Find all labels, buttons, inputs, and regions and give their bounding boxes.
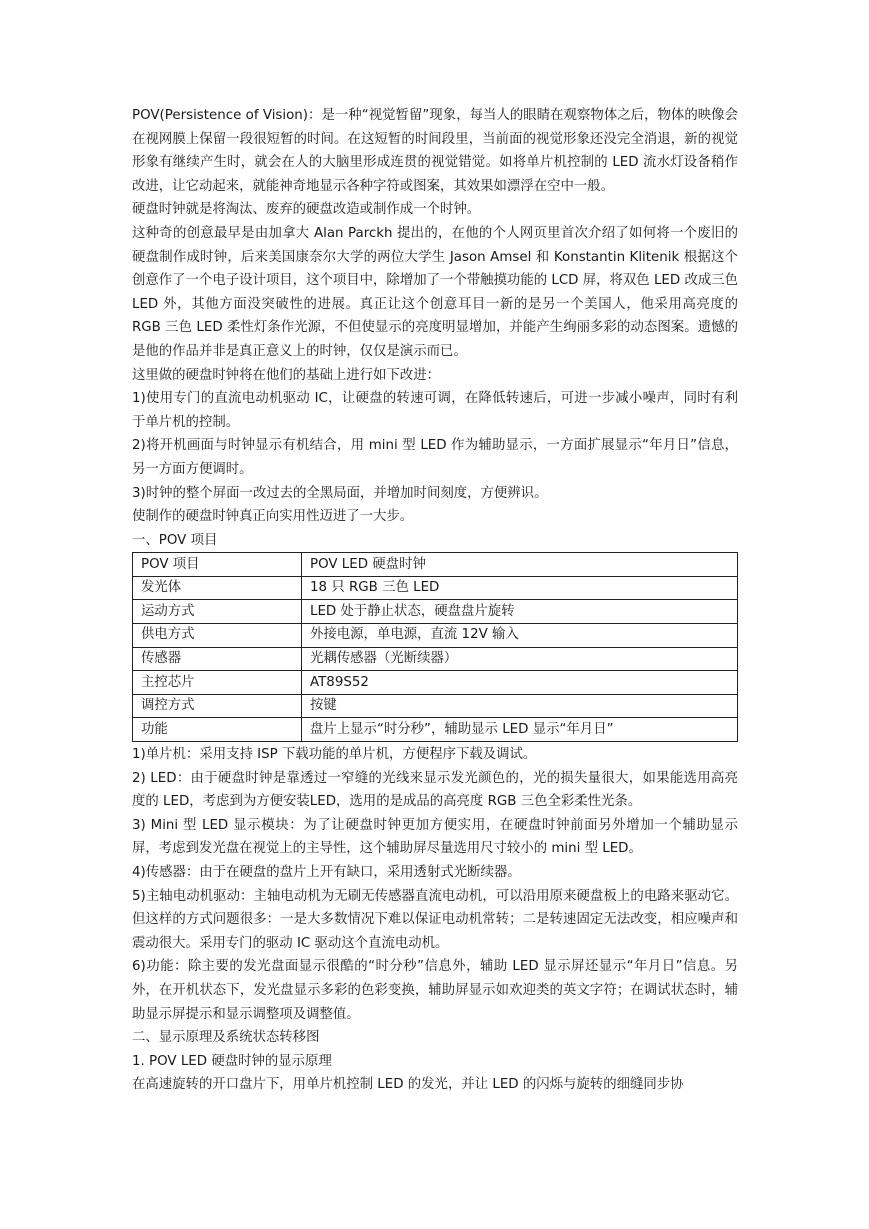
table-value: 按键 [302, 694, 738, 718]
improvement-item-3: 3)时钟的整个屏面一改过去的全黑局面，并增加时间刻度，方便辨识。 [132, 485, 548, 501]
table-key: 运动方式 [133, 600, 302, 624]
table-row [133, 600, 738, 624]
table-key: 调控方式 [133, 694, 302, 718]
spec-table [132, 552, 738, 742]
intro-paragraph-improvements: 这里做的硬盘时钟将在他们的基础上进行如下改进： [132, 367, 440, 383]
note-led: 2) LED：由于硬盘时钟是靠透过一窄缝的光线来显示发光颜色的，光的损失量很大，如果能选用高亮度的 LED，考虑到为方便安装LED，选用的是成品的高亮度 RGB 三色全彩柔性光条。 [132, 770, 738, 810]
principle-paragraph: 在高速旋转的开口盘片下，用单片机控制 LED 的发光，并让 LED 的闪烁与旋转的细缝同步协 [132, 1077, 684, 1093]
table-row [133, 671, 738, 695]
table-value: AT89S52 [302, 671, 738, 695]
table-row [133, 647, 738, 671]
table-row [133, 576, 738, 600]
table-value: 光耦传感器（光断续器） [302, 647, 738, 671]
note-mcu: 1)单片机：采用支持 ISP 下载功能的单片机，方便程序下载及调试。 [132, 747, 537, 763]
table-key: 传感器 [133, 647, 302, 671]
table-value: 外接电源，单电源，直流 12V 输入 [302, 624, 738, 648]
note-sensor: 4)传感器：由于在硬盘的盘片上开有缺口，采用透射式光断续器。 [132, 865, 521, 880]
table-key: 主控芯片 [133, 671, 302, 695]
table-row [133, 624, 738, 648]
table-key: 供电方式 [133, 624, 302, 648]
improvement-item-2: 2)将开机画面与时钟显示有机结合，用 mini 型 LED 作为辅助显示，一方面扩展显示“年月日”信息，另一方面方便调时。 [132, 438, 738, 477]
note-function: 6)功能：除主要的发光盘面显示很酷的“时分秒”信息外，辅助 LED 显示屏还显示“年月日”信息。另外，在开机状态下，发光盘显示多彩的色彩变换，辅助屏显示如欢迎类的英文字符；在调试状态时，辅助显示屏提示和显示调整项及调整值。 [132, 959, 738, 1022]
intro-paragraph-history: 这种奇的创意最早是由加拿大 Alan Parckh 提出的，在他的个人网页里首次介绍了如何将一个废旧的硬盘制作成时钟，后来美国康奈尔大学的两位大学生 Jason Amsel 和 Konstantin Klitenik 根据这个创意作了一个电子设计项目，这个项目中，除增加了一个带触摸功能的 LCD 屏，将双色 LED 改成三色 LED 外，其他方面没突破性的进展。真正让这个创意耳目一新的是另一个美国人，他采用高亮度的 RGB 三色 LED 柔性灯条作光源，不但使显示的亮度明显增加，并能产生绚丽多彩的动态图案。遗憾的是他的作品并非是真正意义上的时钟，仅仅是演示而已。 [132, 225, 739, 359]
table-row [133, 718, 738, 742]
section-heading-pov-project: 一、POV 项目 [132, 532, 218, 548]
intro-paragraph-pov: POV(Persistence of Vision)：是一种“视觉暂留”现象，每当人的眼睛在观察物体之后，物体的映像会在视网膜上保留一段很短暂的时间。在这短暂的时间段里，当前面的视觉形象还没完全消退，新的视觉形象有继续产生时，就会在人的大脑里形成连贯的视觉错觉。如将单片机控制的 LED 流水灯设备稍作改进，让它动起来，就能神奇地显示各种字符或图案，其效果如漂浮在空中一般。 [132, 108, 738, 194]
improvement-item-1: 1)使用专门的直流电动机驱动 IC，让硬盘的转速可调，在降低转速后，可进一步减小噪声，同时有利于单片机的控制。 [132, 391, 738, 430]
note-motor-driver: 5)主轴电动机驱动：主轴电动机为无刷无传感器直流电动机，可以沿用原来硬盘板上的电路来驱动它。但这样的方式问题很多：一是大多数情况下难以保证电动机常转；二是转速固定无法改变，相应噪声和震动很大。采用专门的驱动 IC 驱动这个直流电动机。 [132, 888, 738, 951]
subsection-heading: 1. POV LED 硬盘时钟的显示原理 [132, 1053, 332, 1069]
table-key: 发光体 [133, 576, 302, 600]
table-value: 18 只 RGB 三色 LED [302, 576, 738, 600]
document-page [132, 104, 738, 1097]
table-key: POV 项目 [133, 553, 302, 577]
note-mini-led: 3) Mini 型 LED 显示模块：为了让硬盘时钟更加方便实用，在硬盘时钟前面另外增加一个辅助显示屏，考虑到发光盘在视觉上的主导性，这个辅助屏尽量选用尺寸较小的 mini 型 LED。 [132, 817, 738, 857]
table-value: LED 处于静止状态，硬盘盘片旋转 [302, 600, 738, 624]
table-row [133, 694, 738, 718]
intro-paragraph-conclusion: 使制作的硬盘时钟真正向实用性迈进了一大步。 [132, 509, 414, 525]
table-row [133, 553, 738, 577]
intro-paragraph-definition: 硬盘时钟就是将淘汰、废弃的硬盘改造或制作成一个时钟。 [132, 202, 481, 218]
table-value: POV LED 硬盘时钟 [302, 553, 738, 577]
section-heading-display-principle: 二、显示原理及系统状态转移图 [132, 1030, 320, 1046]
table-key: 功能 [133, 718, 302, 742]
table-value: 盘片上显示“时分秒”，辅助显示 LED 显示“年月日” [302, 718, 738, 742]
